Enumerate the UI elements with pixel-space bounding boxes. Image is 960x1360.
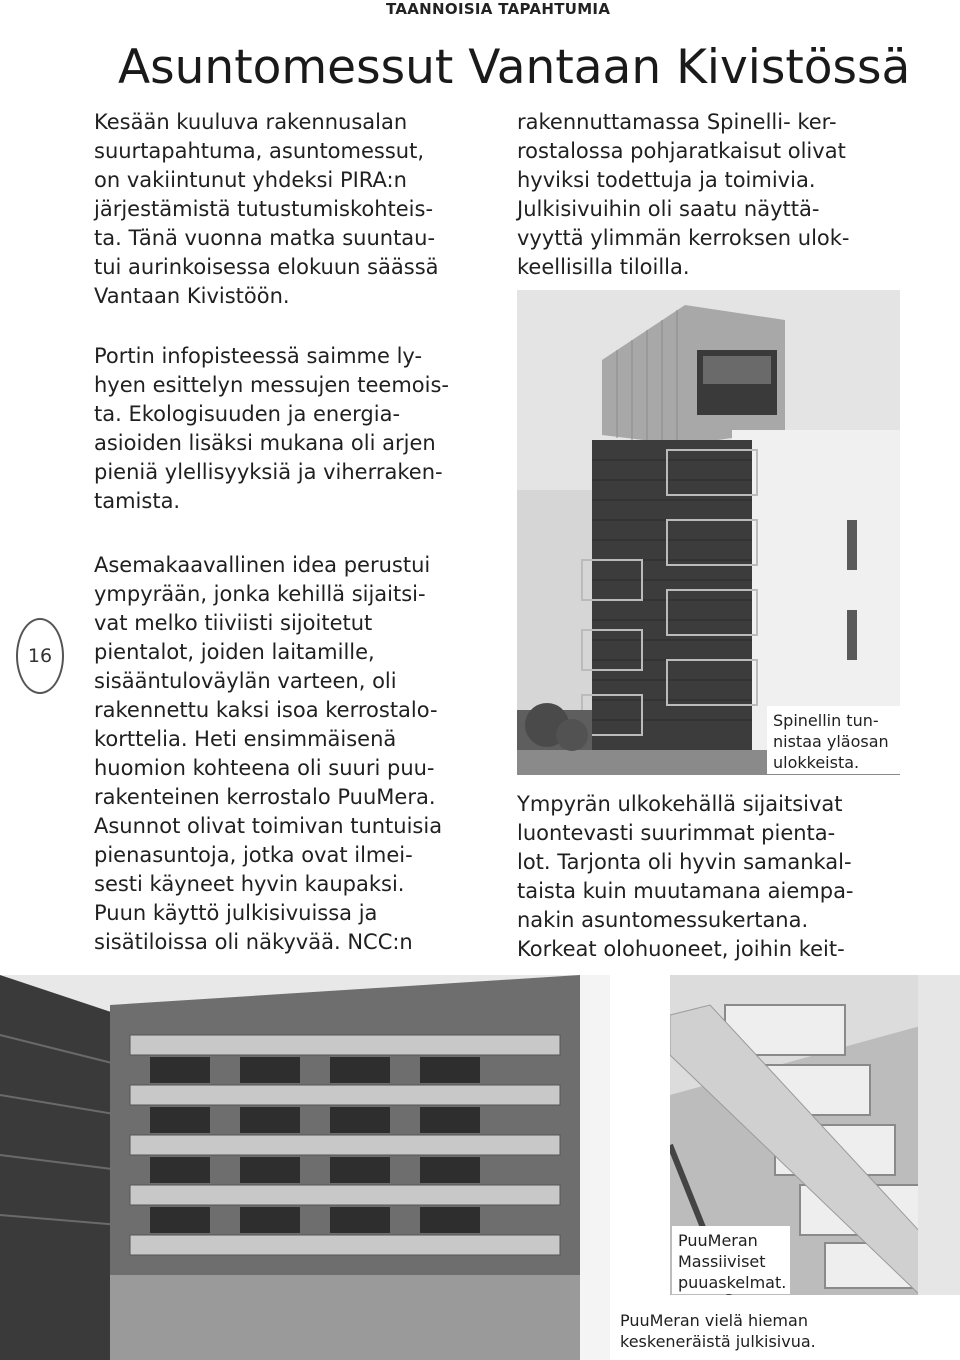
text-line: sesti käyneet hyvin kaupaksi. [94,872,405,896]
text-line: keellisilla tiloilla. [517,255,690,279]
spinelli-building-illustration [517,290,900,775]
paragraph-ulkokehä [517,790,854,964]
paragraph-portti [94,342,449,516]
text-line: rakenteinen kerrostalo PuuMera. [94,785,436,809]
caption-line: Spinellin tun- [773,711,879,730]
text-line: vyyttä ylimmän kerroksen ulok- [517,226,850,250]
puumera-building-illustration [0,975,610,1360]
caption-line: nistaa yläosan [773,732,889,751]
text-line: lot. Tarjonta oli hyvin samankal- [517,850,852,874]
caption-line: Massiiviset [678,1252,766,1271]
puumera-building-photo [0,975,610,1360]
text-line: vat melko tiiviisti sijoitetut [94,611,373,635]
text-line: hyviksi todettuja ja toimivia. [517,168,816,192]
caption-line: PuuMeran vielä hieman [620,1311,808,1330]
text-line: pientalot, joiden laitamille, [94,640,375,664]
text-line: pieniä ylellisyyksiä ja viherraken- [94,460,443,484]
text-line: Julkisivuihin oli saatu näyttä- [517,197,820,221]
caption-line: PuuMeran [678,1231,758,1250]
text-line: Vantaan Kivistöön. [94,284,290,308]
text-line: Kesään kuuluva rakennusalan [94,110,408,134]
caption-stairs [672,1226,790,1294]
section-label: TAANNOISIA TAPAHTUMIA [386,0,611,18]
text-line: nakin asuntomessukertana. [517,908,809,932]
text-line: on vakiintunut yhdeksi PIRA:n [94,168,407,192]
text-line: tui aurinkoisessa elokuun säässä [94,255,439,279]
paragraph-spinelli [517,108,850,282]
text-line: ta. Ekologisuuden ja energia- [94,402,401,426]
article-title: Asuntomessut Vantaan Kivistössä [118,40,911,95]
intro-paragraph [94,108,439,311]
text-line: pienasuntoja, jotka ovat ilmei- [94,843,413,867]
caption-puumera-facade [614,1306,844,1358]
paragraph-asemakaava [94,551,442,957]
text-line: sisääntuloväylän varteen, oli [94,669,397,693]
text-line: Portin infopisteessä saimme ly- [94,344,423,368]
caption-spinelli [767,706,901,774]
text-line: tamista. [94,489,181,513]
text-line: luontevasti suurimmat pienta- [517,821,836,845]
text-line: Asunnot olivat toimivan tuntuisia [94,814,443,838]
page-number: 16 [16,618,64,694]
caption-line: ulokkeista. [773,753,860,772]
text-line: rakennettu kaksi isoa kerrostalo- [94,698,438,722]
text-line: rakennuttamassa Spinelli- ker- [517,110,837,134]
text-line: hyen esittelyn messujen teemois- [94,373,450,397]
text-line: Puun käyttö julkisivuissa ja [94,901,378,925]
text-line: ympyrään, jonka kehillä sijaitsi- [94,582,426,606]
text-line: asioiden lisäksi mukana oli arjen [94,431,436,455]
spinelli-building-photo [517,290,900,775]
text-line: ta. Tänä vuonna matka suuntau- [94,226,436,250]
text-line: huomion kohteena oli suuri puu- [94,756,435,780]
text-line: järjestämistä tutustumiskohteis- [94,197,434,221]
text-line: sisätiloissa oli näkyvää. NCC:n [94,930,413,954]
text-line: taista kuin muutamana aiempa- [517,879,854,903]
text-line: korttelia. Heti ensimmäisenä [94,727,397,751]
text-line: Asemakaavallinen idea perustui [94,553,431,577]
text-line: suurtapahtuma, asuntomessut, [94,139,425,163]
caption-line: keskeneräistä julkisivua. [620,1332,816,1351]
text-line: rostalossa pohjaratkaisut olivat [517,139,846,163]
text-line: Ympyrän ulkokehällä sijaitsivat [517,792,843,816]
caption-line: puuaskelmat. [678,1273,787,1292]
text-line: Korkeat olohuoneet, joihin keit- [517,937,845,961]
